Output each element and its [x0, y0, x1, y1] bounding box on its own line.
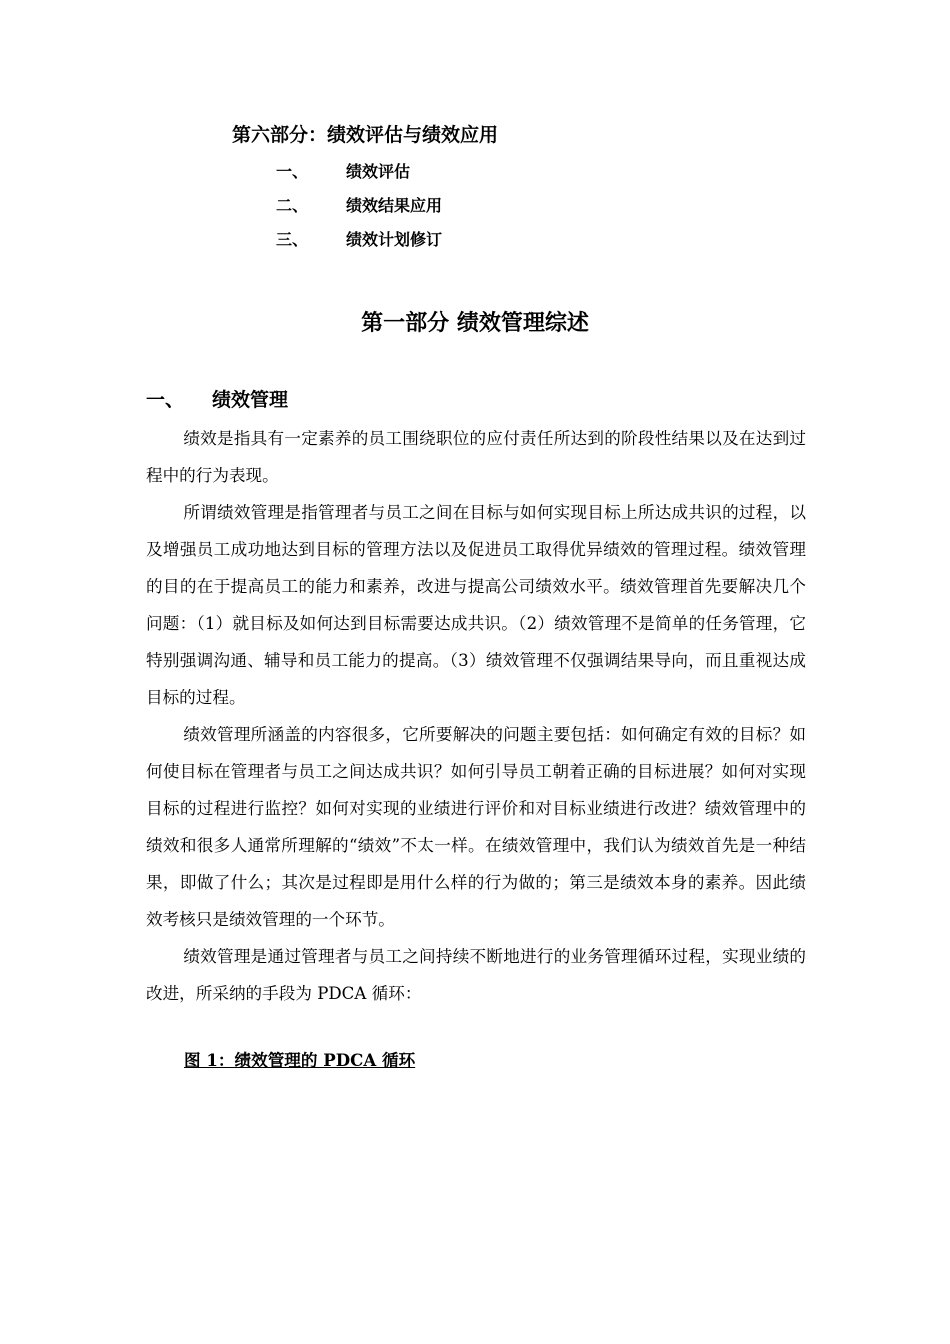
toc-title: 第六部分：绩效评估与绩效应用: [232, 124, 499, 146]
paragraph: 绩效管理是通过管理者与员工之间持续不断地进行的业务管理循环过程，实现业绩的改进，所采纳的手段为 PDCA 循环：: [146, 947, 806, 1003]
toc-item: [276, 192, 442, 220]
paragraph: 所谓绩效管理是指管理者与员工之间在目标与如何实现目标上所达成共识的过程，以及增强员工成功地达到目标的管理方法以及促进员工取得优异绩效的管理过程。绩效管理的目的在于提高员工的能力和素养，改进与提高公司绩效水平。绩效管理首先要解决几个问题：（1）就目标及如何达到目标需要达成共识。（2）绩效管理不是简单的任务管理，它特别强调沟通、辅导和员工能力的提高。（3）绩效管理不仅强调结果导向，而且重视达成目标的过程。: [146, 503, 806, 707]
toc-item-number: 三、: [276, 230, 309, 249]
section-title: 绩效管理: [212, 389, 289, 411]
toc-item-label: 绩效结果应用: [346, 196, 443, 215]
toc-item: [276, 226, 442, 254]
toc-item: [276, 158, 410, 186]
paragraph: 绩效是指具有一定素养的员工围绕职位的应付责任所达到的阶段性结果以及在达到过程中的行为表现。: [146, 429, 806, 485]
paragraph: 绩效管理所涵盖的内容很多，它所要解决的问题主要包括：如何确定有效的目标？如何使目标在管理者与员工之间达成共识？如何引导员工朝着正确的目标进展？如何对实现目标的过程进行监控？如何对实现的业绩进行评价和对目标业绩进行改进？绩效管理中的绩效和很多人通常所理解的“绩效”不太一样。在绩效管理中，我们认为绩效首先是一种结果，即做了什么；其次是过程即是用什么样的行为做的；第三是绩效本身的素养。因此绩效考核只是绩效管理的一个环节。: [146, 725, 806, 929]
body-text: [146, 420, 806, 1012]
section-number: 一、: [146, 389, 185, 411]
toc-item-number: 二、: [276, 196, 309, 215]
figure-caption: 图 1：绩效管理的 PDCA 循环: [184, 1050, 416, 1070]
toc-item-label: 绩效评估: [346, 162, 411, 181]
toc-item-number: 一、: [276, 162, 309, 181]
part-title: 第一部分 绩效管理综述: [361, 311, 589, 336]
toc-item-label: 绩效计划修订: [346, 230, 443, 249]
section-heading: [146, 384, 288, 416]
